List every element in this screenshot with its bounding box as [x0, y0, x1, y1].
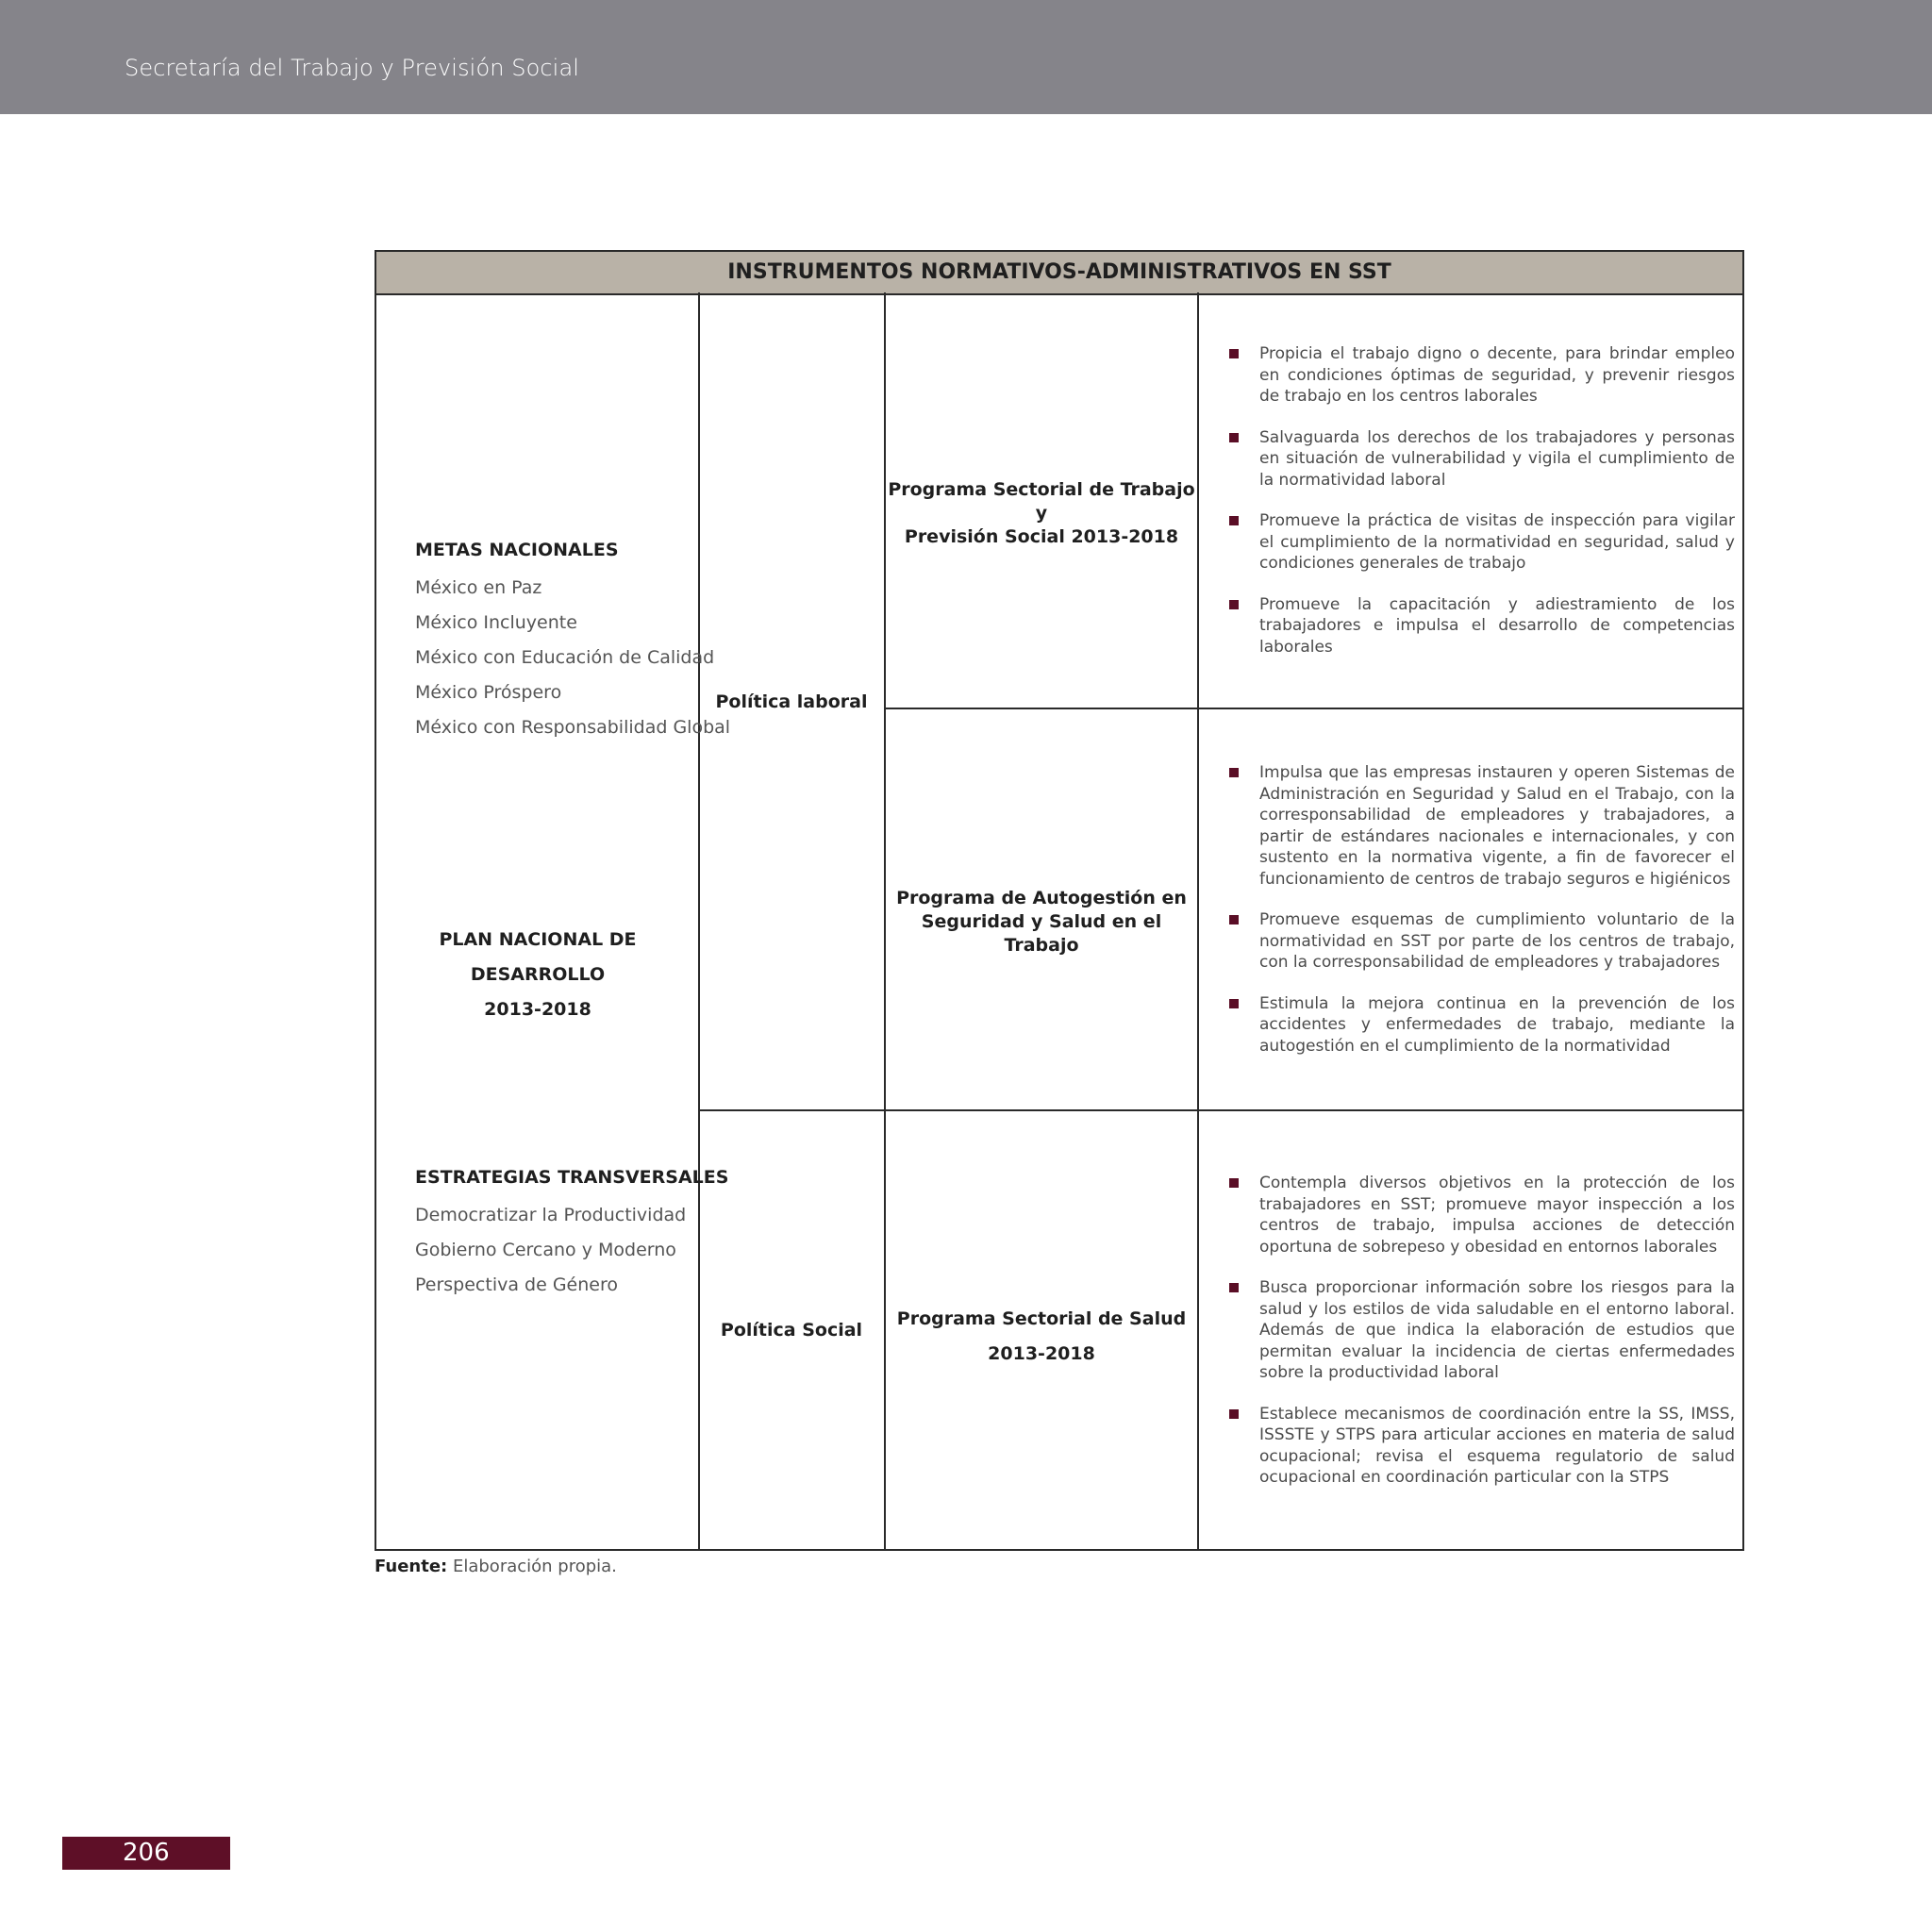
square-bullet-icon [1229, 915, 1239, 924]
bullet-text: Establece mecanismos de coordinación entre la SS, IMSS, ISSSTE y STPS para articular acciones en materia de salud ocupacional; revisa el esquema regulatorio de salud ocupacional en coordinación particular con la STPS [1259, 1404, 1735, 1487]
row-divider-program [884, 708, 1744, 709]
metas-nacionales [415, 540, 730, 745]
programa-title-line1: Programa Sectorial de Salud [896, 1308, 1187, 1329]
bullets-autogestion [1229, 762, 1735, 1076]
bullet-item [1229, 594, 1735, 658]
table-title: INSTRUMENTOS NORMATIVOS-ADMINISTRATIVOS EN SST [376, 252, 1742, 295]
header-title: Secretaría del Trabajo y Previsión Social [125, 55, 580, 81]
bullet-text: Salvaguarda los derechos de los trabajadores y personas en situación de vulnerabilidad y vigila el cumplimiento de la normatividad laboral [1259, 427, 1735, 490]
source-label: Fuente: [375, 1557, 448, 1576]
meta-item: México Incluyente [415, 612, 577, 633]
plan-years: 2013-2018 [484, 999, 591, 1020]
bullet-text: Promueve esquemas de cumplimiento voluntario de la normatividad en SST por parte de los centros de trabajo, con la corresponsabilidad de empleadores y trabajadores [1259, 910, 1735, 972]
square-bullet-icon [1229, 349, 1239, 358]
bullet-item [1229, 343, 1735, 408]
square-bullet-icon [1229, 1283, 1239, 1292]
bullet-text: Busca proporcionar información sobre los riesgos para la salud y los estilos de vida saludable en el entorno laboral. Además de que indica la elaboración de estudios que permitan evaluar la incidencia de ciertas enfermedades sobre la productividad laboral [1259, 1278, 1735, 1382]
square-bullet-icon [1229, 433, 1239, 442]
programa-title-line2: Seguridad y Salud en el Trabajo [921, 911, 1162, 956]
page-number: 206 [62, 1837, 230, 1870]
metas-heading: METAS NACIONALES [415, 540, 619, 560]
meta-item: México Próspero [415, 682, 562, 703]
estrategias-heading: ESTRATEGIAS TRANSVERSALES [415, 1167, 729, 1188]
square-bullet-icon [1229, 600, 1239, 609]
bullet-text: Propicia el trabajo digno o decente, para brindar empleo en condiciones óptimas de seguridad, y prevenir riesgos de trabajo en los centros laborales [1259, 344, 1735, 406]
politica-social: Política Social [720, 1320, 863, 1341]
plan-title: PLAN NACIONAL DE DESARROLLO [439, 929, 637, 985]
programa-title-line2: Previsión Social 2013-2018 [904, 526, 1179, 547]
programa-title-line1: Programa Sectorial de Trabajo y [888, 479, 1195, 524]
bullet-item [1229, 909, 1735, 974]
bullet-text: Estimula la mejora continua en la prevención de los accidentes y enfermedades de trabajo, mediante la autogestión en el cumplimiento de la normatividad [1259, 993, 1735, 1056]
programa-autogestion [885, 887, 1198, 958]
programa-title-line2: 2013-2018 [988, 1343, 1095, 1364]
row-divider-policy [698, 1109, 1744, 1111]
bullet-item [1229, 1173, 1735, 1257]
estrategia-item: Perspectiva de Género [415, 1274, 618, 1295]
plan-nacional [377, 923, 698, 1027]
bullet-item [1229, 510, 1735, 575]
meta-item: México con Educación de Calidad [415, 647, 715, 668]
source-note [375, 1557, 617, 1576]
square-bullet-icon [1229, 516, 1239, 525]
square-bullet-icon [1229, 1178, 1239, 1188]
source-text: Elaboración propia. [447, 1557, 617, 1576]
programa-title-line1: Programa de Autogestión en [896, 888, 1187, 908]
bullet-item [1229, 427, 1735, 491]
bullet-text: Promueve la práctica de visitas de inspección para vigilar el cumplimiento de la normatividad en seguridad, salud y condiciones generales de trabajo [1259, 511, 1735, 573]
estrategia-item: Gobierno Cercano y Moderno [415, 1240, 676, 1260]
bullet-item [1229, 993, 1735, 1058]
bullet-text: Impulsa que las empresas instauren y operen Sistemas de Administración en Seguridad y Salud en el Trabajo, con la corresponsabilidad de empleadores y trabajadores, a partir de estándares nacionales e internacionales, y con sustento en la normativa vigente, a fin de favorecer el funcionamiento de centros de trabajo seguros e higiénicos [1259, 763, 1735, 889]
politica-laboral: Política laboral [715, 691, 868, 712]
bullet-item [1229, 1277, 1735, 1384]
bullets-salud [1229, 1173, 1735, 1508]
programa-sectorial-salud [885, 1302, 1198, 1372]
square-bullet-icon [1229, 768, 1239, 777]
programa-sectorial-trabajo [885, 478, 1198, 549]
col-divider-1 [698, 292, 700, 1551]
bullet-item [1229, 762, 1735, 890]
square-bullet-icon [1229, 1409, 1239, 1419]
bullet-text: Promueve la capacitación y adiestramiento de los trabajadores e impulsa el desarrollo de competencias laborales [1259, 594, 1735, 657]
bullets-trabajo [1229, 343, 1735, 677]
square-bullet-icon [1229, 999, 1239, 1008]
estrategia-item: Democratizar la Productividad [415, 1205, 687, 1225]
bullet-text: Contempla diversos objetivos en la protección de los trabajadores en SST; promueve mayor inspección a los centros de trabajo, impulsa acciones de detección oportuna de sobrepeso y obesidad en entornos laborales [1259, 1174, 1735, 1257]
estrategias-transversales [415, 1167, 728, 1303]
meta-item: México en Paz [415, 577, 542, 598]
meta-item: México con Responsabilidad Global [415, 717, 731, 738]
bullet-item [1229, 1404, 1735, 1489]
